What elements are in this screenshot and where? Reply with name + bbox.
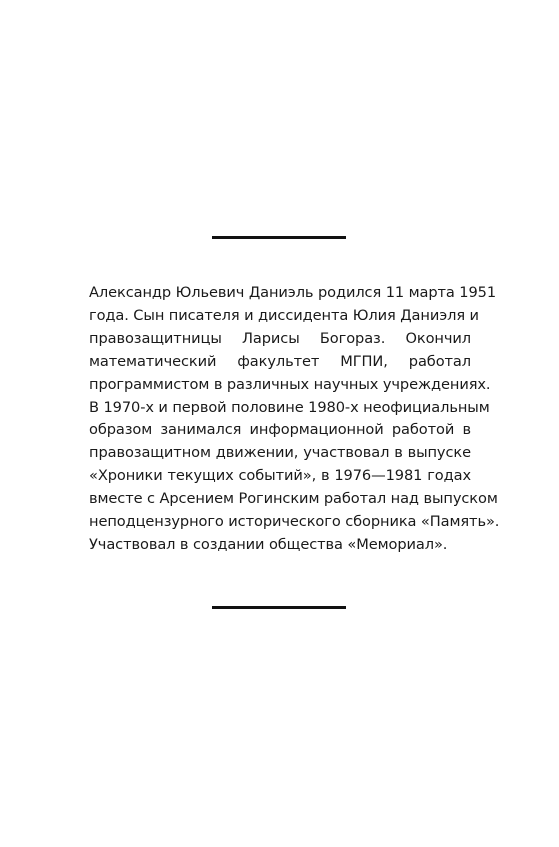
bio-line: Александр Юльевич Даниэль родился 11 марта 1951	[89, 284, 497, 301]
top-divider	[212, 236, 346, 239]
bio-line: образом занимался информационной работой в	[89, 421, 471, 439]
bio-line: года. Сын писателя и диссидента Юлия Даниэля и	[89, 306, 479, 324]
bio-line: правозащитном движении, участвовал в выпуске	[89, 444, 471, 462]
bottom-divider	[212, 606, 346, 609]
bio-line: Участвовал в создании общества «Мемориал».	[89, 535, 448, 553]
bio-line: правозащитницы Ларисы Богораз. Окончил	[89, 329, 471, 347]
bio-line: В 1970-х и первой половине 1980-х неофициальным	[89, 398, 490, 416]
bio-line: программистом в различных научных учреждениях.	[89, 375, 491, 393]
bio-line: неподцензурного исторического сборника «Память».	[89, 513, 500, 531]
bio-line: «Хроники текущих событий», в 1976—1981 годах	[89, 467, 471, 485]
bio-line: математический факультет МГПИ, работал	[89, 352, 471, 370]
author-bio	[89, 282, 500, 557]
bio-line: вместе с Арсением Рогинским работал над выпуском	[89, 490, 498, 508]
